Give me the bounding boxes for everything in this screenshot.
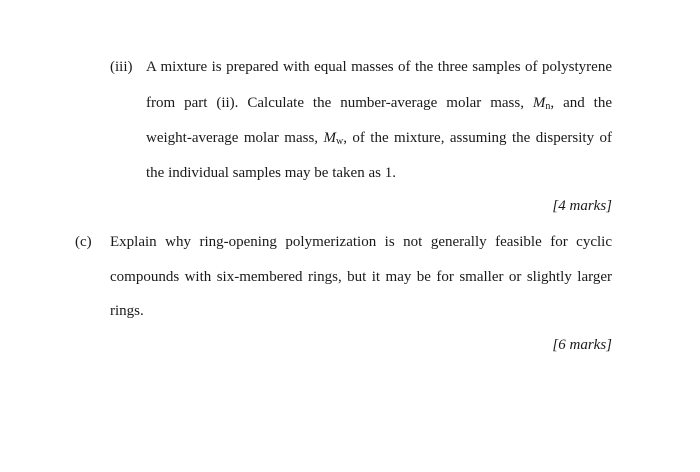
part-iii-line-2-text-b: , and the	[550, 95, 612, 111]
part-iii-line-3	[146, 129, 612, 147]
mn-symbol: M	[532, 95, 546, 111]
part-c-line-2: compounds with six-membered rings, but it may be for smaller or slightly larger	[110, 269, 612, 285]
part-iii-line-3-text-a: weight-average molar mass,	[146, 130, 324, 146]
part-iii-marks: [4 marks]	[552, 198, 612, 214]
part-c-marks: [6 marks]	[552, 337, 612, 353]
mn-subscript: n	[545, 101, 551, 112]
mw-subscript: w	[335, 136, 344, 147]
part-c-line-3: rings.	[110, 303, 144, 319]
part-iii-line-2-text-a: from part (ii). Calculate the number-average molar mass,	[146, 95, 533, 111]
part-c-line-1: Explain why ring-opening polymerization is not generally feasible for cyclic	[110, 234, 612, 250]
part-iii-line-4: the individual samples may be taken as 1.	[146, 165, 396, 181]
part-c-label: (c)	[75, 234, 92, 250]
mw-symbol: M	[323, 130, 336, 146]
part-iii-label: (iii)	[110, 59, 133, 75]
part-iii-line-3-text-b: , of the mixture, assuming the dispersity of	[343, 130, 612, 146]
part-iii-line-2	[146, 94, 612, 112]
part-iii-line-1: A mixture is prepared with equal masses of the three samples of polystyrene	[146, 59, 612, 75]
